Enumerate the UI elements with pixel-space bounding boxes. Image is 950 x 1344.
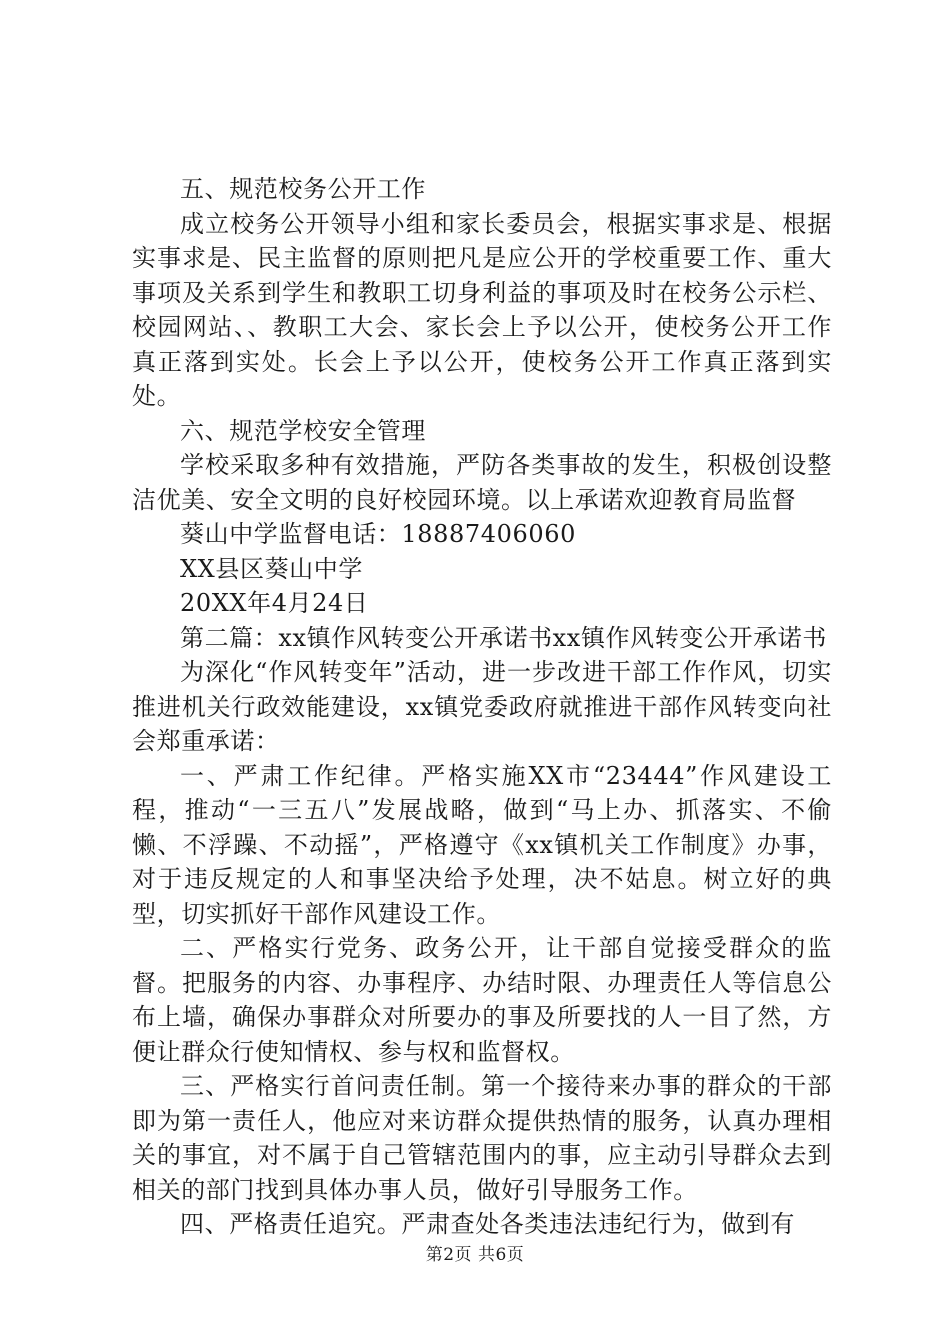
school-name: XX县区葵山中学	[180, 554, 363, 583]
part-two-title: 第二篇：xx镇作风转变公开承诺书xx镇作风转变公开承诺书	[180, 623, 827, 652]
page-number-footer: 第2页 共6页	[425, 1245, 525, 1265]
document-date: 20XX年4月24日	[180, 589, 369, 617]
document-body	[132, 172, 832, 1242]
paragraph-item-1: 一、严肃工作纪律。严格实施XX市“23444”作风建设工程，推动“一三五八”发展战略，做到“马上办、抓落实、不偷懒、不浮躁、不动摇”，严格遵守《xx镇机关工作制度》办事，对于违反规定的人和事坚决给予处理，决不姑息。树立好的典型，切实抓好干部作风建设工作。	[132, 761, 832, 928]
paragraph-item-2: 二、严格实行党务、政务公开，让干部自觉接受群众的监督。把服务的内容、办事程序、办结时限、办理责任人等信息公布上墙，确保办事群众对所要办的事及所要找的人一目了然，方便让群众行使知情权、参与权和监督权。	[132, 934, 832, 1066]
supervision-phone: 葵山中学监督电话：18887406060	[180, 520, 576, 548]
paragraph-intro: 为深化“作风转变年”活动，进一步改进干部工作作风，切实推进机关行政效能建设，xx镇党委政府就推进干部作风转变向社会郑重承诺：	[132, 658, 832, 755]
paragraph-section-6-body: 学校采取多种有效措施，严防各类事故的发生，积极创设整洁优美、安全文明的良好校园环境。以上承诺欢迎教育局监督	[132, 451, 832, 514]
paragraph-item-3: 三、严格实行首问责任制。第一个接待来办事的群众的干部即为第一责任人，他应对来访群众提供热情的服务，认真办理相关的事宜，对不属于自己管辖范围内的事，应主动引导群众去到相关的部门找到具体办事人员，做好引导服务工作。	[132, 1072, 832, 1204]
heading-section-5: 五、规范校务公开工作	[180, 175, 426, 203]
paragraph-section-5-body: 成立校务公开领导小组和家长委员会，根据实事求是、根据实事求是、民主监督的原则把凡是应公开的学校重要工作、重大事项及关系到学生和教职工切身利益的事项及时在校务公示栏、校园网站、、教职工大会、家长会上予以公开，使校务公开工作真正落到实处。长会上予以公开，使校务公开工作真正落到实处。	[132, 209, 832, 410]
heading-section-6: 六、规范学校安全管理	[180, 416, 426, 445]
paragraph-item-4: 四、严格责任追究。严肃查处各类违法违纪行为，做到有	[180, 1210, 795, 1238]
